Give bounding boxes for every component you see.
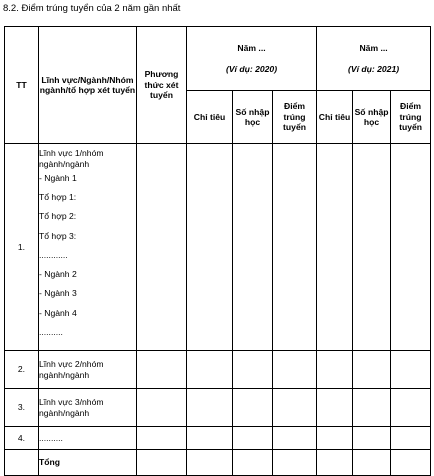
quota-cell xyxy=(317,351,353,389)
quota-cell xyxy=(317,450,353,476)
field-cell: Lĩnh vực 3/nhóm ngành/ngành xyxy=(39,389,137,427)
total-label: Tổng xyxy=(39,450,137,476)
header-method: Phương thức xét tuyển xyxy=(137,27,187,144)
method-cell xyxy=(137,351,187,389)
field-line: ............ xyxy=(39,249,68,260)
score-cell xyxy=(391,427,431,450)
quota-cell xyxy=(317,144,353,351)
field-line: .......... xyxy=(39,327,63,338)
row-number: 2. xyxy=(5,351,39,389)
method-cell xyxy=(137,450,187,476)
field-line: - Ngành 2 xyxy=(39,269,77,280)
enrolled-cell xyxy=(353,351,391,389)
header-score-year-1: Điểm trúng tuyển xyxy=(273,91,317,144)
enrolled-cell xyxy=(353,427,391,450)
header-tt: TT xyxy=(5,27,39,144)
score-cell xyxy=(273,389,317,427)
enrolled-cell xyxy=(233,144,273,351)
field-cell: Lĩnh vực 2/nhóm ngành/ngành xyxy=(39,351,137,389)
section-title: 8.2. Điểm trúng tuyển của 2 năm gần nhất xyxy=(3,3,181,14)
total-row xyxy=(5,450,431,476)
score-cell xyxy=(391,389,431,427)
enrolled-cell xyxy=(233,389,273,427)
header-field: Lĩnh vực/Ngành/Nhóm ngành/tổ hợp xét tuyển xyxy=(39,27,137,144)
field-line: Tổ hợp 2: xyxy=(39,211,77,222)
field-cell: .......... xyxy=(39,427,137,450)
year-2-label: Năm ... xyxy=(359,43,388,53)
field-line: - Ngành 3 xyxy=(39,288,77,299)
enrolled-cell xyxy=(353,389,391,427)
field-line: Tổ hợp 3: xyxy=(39,230,77,241)
field-line: Lĩnh vực 1/nhóm ngành/ngành xyxy=(39,147,104,169)
method-cell xyxy=(137,144,187,351)
table-row xyxy=(5,351,431,389)
row-number: 1. xyxy=(5,144,39,351)
quota-cell xyxy=(317,427,353,450)
score-cell xyxy=(391,450,431,476)
method-cell xyxy=(137,427,187,450)
quota-cell xyxy=(187,144,233,351)
enrolled-cell xyxy=(233,351,273,389)
quota-cell xyxy=(187,450,233,476)
enrolled-cell xyxy=(233,450,273,476)
score-cell xyxy=(391,144,431,351)
table-row xyxy=(5,144,431,351)
header-year-1 xyxy=(187,27,317,91)
row-number: 4. xyxy=(5,427,39,450)
table-row xyxy=(5,427,431,450)
field-line: Tổ hợp 1: xyxy=(39,191,77,202)
quota-cell xyxy=(187,427,233,450)
header-year-2 xyxy=(317,27,431,91)
score-cell xyxy=(273,351,317,389)
header-score-year-2: Điểm trúng tuyển xyxy=(391,91,431,144)
method-cell xyxy=(137,389,187,427)
table-row xyxy=(5,389,431,427)
header-enrolled-year-1: Số nhập học xyxy=(233,91,273,144)
score-cell xyxy=(273,450,317,476)
score-cell xyxy=(273,427,317,450)
header-enrolled-year-2: Số nhập học xyxy=(353,91,391,144)
quota-cell xyxy=(187,389,233,427)
year-2-example: (Ví dụ: 2021) xyxy=(347,63,400,74)
enrolled-cell xyxy=(233,427,273,450)
score-cell xyxy=(391,351,431,389)
header-quota-year-2: Chỉ tiêu xyxy=(317,91,353,144)
score-cell xyxy=(273,144,317,351)
field-cell xyxy=(39,144,137,351)
admission-score-table xyxy=(4,26,431,476)
year-1-label: Năm ... xyxy=(237,43,266,53)
quota-cell xyxy=(317,389,353,427)
field-line: - Ngành 1 xyxy=(39,172,77,183)
enrolled-cell xyxy=(353,450,391,476)
year-1-example: (Ví dụ: 2020) xyxy=(225,63,278,74)
quota-cell xyxy=(187,351,233,389)
field-line: - Ngành 4 xyxy=(39,307,77,318)
enrolled-cell xyxy=(353,144,391,351)
row-number: 3. xyxy=(5,389,39,427)
header-quota-year-1: Chỉ tiêu xyxy=(187,91,233,144)
row-number xyxy=(5,450,39,476)
